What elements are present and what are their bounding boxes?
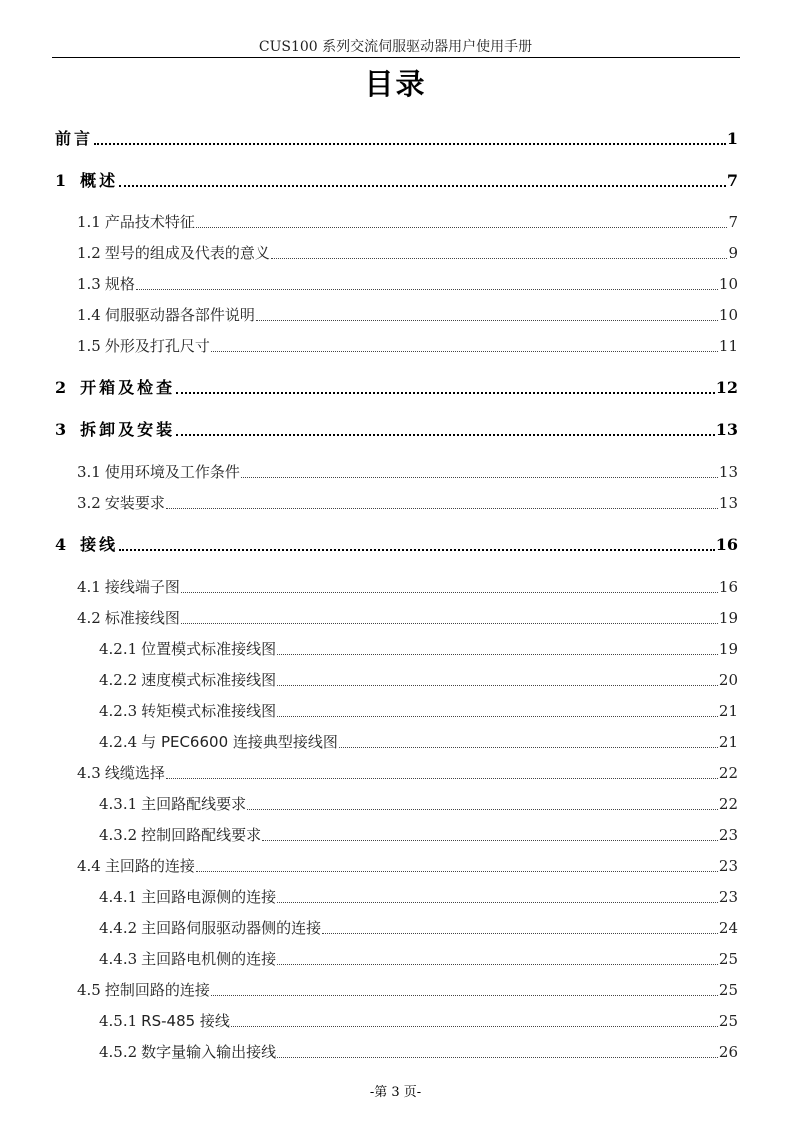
toc-page-number: 22 xyxy=(718,764,738,782)
toc-entry-number: 4.3 xyxy=(77,764,101,782)
toc-entry-title: 主回路的连接 xyxy=(104,857,195,875)
toc-page-number: 22 xyxy=(718,795,738,813)
toc-entry-number: 4.3.1 xyxy=(99,795,138,813)
toc-entry-number: 4.2.3 xyxy=(99,702,138,720)
toc-entry-label xyxy=(99,1010,230,1032)
toc-entry-label xyxy=(77,979,210,1001)
toc-entry-label xyxy=(77,855,195,877)
page-title: 目录 xyxy=(364,67,427,101)
toc-entry[interactable] xyxy=(77,304,738,326)
toc-page-number: 7 xyxy=(726,171,738,190)
toc-leader-dots xyxy=(166,508,718,509)
toc-entry[interactable] xyxy=(99,886,738,908)
toc-leader-dots xyxy=(322,933,718,934)
toc-entry[interactable] xyxy=(99,700,738,722)
toc-page-number: 24 xyxy=(718,919,738,937)
toc-entry[interactable] xyxy=(77,855,738,877)
toc-entry-title: 主回路伺服驱动器侧的连接 xyxy=(141,919,322,937)
toc-entry-title: 控制回路配线要求 xyxy=(141,826,262,844)
toc-entry[interactable] xyxy=(99,824,738,846)
toc-page-number: 25 xyxy=(718,981,738,999)
toc-entry-label xyxy=(99,731,338,753)
toc-page-number: 12 xyxy=(715,378,738,397)
toc-page-number: 10 xyxy=(718,275,738,293)
toc-page-number: 19 xyxy=(718,609,738,627)
toc-entry-number: 1.3 xyxy=(77,275,101,293)
toc-entry-label xyxy=(77,576,180,598)
toc-entry-number: 3.2 xyxy=(77,494,101,512)
toc-page-number: 25 xyxy=(718,950,738,968)
toc-entry-label xyxy=(77,762,165,784)
toc-entry[interactable] xyxy=(77,576,738,598)
toc-entry-label xyxy=(77,304,255,326)
toc-page-number: 10 xyxy=(718,306,738,324)
toc-entry-title: 安装要求 xyxy=(104,494,165,512)
toc-entry-number: 4.5.2 xyxy=(99,1043,138,1061)
toc-leader-dots xyxy=(119,185,726,187)
toc-leader-dots xyxy=(262,840,718,841)
toc-entry-label xyxy=(99,1041,276,1063)
toc-entry-title: 主回路电源侧的连接 xyxy=(141,888,277,906)
toc-entry-title: 伺服驱动器各部件说明 xyxy=(104,306,255,324)
toc-entry-title: 标准接线图 xyxy=(104,609,180,627)
toc-entry-label xyxy=(99,793,246,815)
toc-leader-dots xyxy=(94,143,726,145)
toc-entry[interactable] xyxy=(77,461,738,483)
toc-entry[interactable] xyxy=(77,979,738,1001)
toc-entry[interactable] xyxy=(55,419,738,441)
toc-page-number: 23 xyxy=(718,888,738,906)
toc-entry[interactable] xyxy=(77,242,738,264)
toc-page-number: 13 xyxy=(715,420,738,439)
toc-entry[interactable] xyxy=(55,377,738,399)
toc-entry-label xyxy=(77,335,210,357)
toc-page-number: 9 xyxy=(728,244,738,262)
toc-entry-title: 速度模式标准接线图 xyxy=(141,671,277,689)
toc-leader-dots xyxy=(196,227,728,228)
running-header: CUS100 系列交流伺服驱动器用户使用手册 xyxy=(258,39,533,55)
toc-entry-label xyxy=(99,700,276,722)
toc-page-number: 21 xyxy=(718,702,738,720)
toc-page-number: 16 xyxy=(718,578,738,596)
toc-entry-number: 4 xyxy=(55,535,67,554)
toc-entry-label xyxy=(55,170,118,192)
toc-entry-label xyxy=(77,461,240,483)
toc-entry[interactable] xyxy=(55,170,738,192)
toc-entry-title: 线缆选择 xyxy=(104,764,165,782)
toc-entry-label xyxy=(77,242,270,264)
toc-entry-title: 开箱及检查 xyxy=(80,378,176,397)
toc-page-number: 25 xyxy=(718,1012,738,1030)
toc-entry-number: 1.1 xyxy=(77,213,101,231)
toc-entry-title: 前言 xyxy=(55,129,94,148)
toc-entry[interactable] xyxy=(99,731,738,753)
toc-entry-label xyxy=(55,128,93,150)
toc-entry-title: 主回路电机侧的连接 xyxy=(141,950,277,968)
toc-leader-dots xyxy=(176,392,715,394)
toc-entry[interactable] xyxy=(99,917,738,939)
toc-entry-label xyxy=(55,534,118,556)
toc-entry-number: 1 xyxy=(55,171,67,190)
toc-entry-number: 3 xyxy=(55,420,67,439)
toc-entry[interactable] xyxy=(77,211,738,233)
toc-entry-label xyxy=(55,419,175,441)
toc-entry-number: 4.5.1 xyxy=(99,1012,138,1030)
toc-entry-number: 4.1 xyxy=(77,578,101,596)
toc-leader-dots xyxy=(231,1026,718,1027)
toc-leader-dots xyxy=(247,809,718,810)
toc-page-number: 26 xyxy=(718,1043,738,1061)
toc-entry-title: 转矩模式标准接线图 xyxy=(141,702,277,720)
toc-entry-title: 位置模式标准接线图 xyxy=(141,640,277,658)
toc-leader-dots xyxy=(256,320,718,321)
toc-leader-dots xyxy=(277,902,718,903)
toc-entry-label xyxy=(77,273,135,295)
toc-entry-title: 产品技术特征 xyxy=(104,213,195,231)
toc-leader-dots xyxy=(119,549,715,551)
toc-leader-dots xyxy=(277,654,718,655)
toc-entry[interactable] xyxy=(99,948,738,970)
toc-entry-title: 拆卸及安装 xyxy=(80,420,176,439)
toc-entry[interactable] xyxy=(77,273,738,295)
toc-entry-title: 规格 xyxy=(104,275,135,293)
toc-leader-dots xyxy=(277,964,718,965)
toc-entry[interactable] xyxy=(77,607,738,629)
toc-leader-dots xyxy=(271,258,728,259)
toc-entry-label xyxy=(99,669,276,691)
toc-entry-number: 4.4.3 xyxy=(99,950,138,968)
toc-entry-number: 4.2 xyxy=(77,609,101,627)
toc-entry-label xyxy=(99,917,321,939)
toc-entry-title: 外形及打孔尺寸 xyxy=(104,337,210,355)
toc-page-number: 11 xyxy=(718,337,738,355)
toc-leader-dots xyxy=(241,477,718,478)
toc-page-number: 16 xyxy=(715,535,738,554)
toc-entry-title: 数字量输入输出接线 xyxy=(141,1043,277,1061)
toc-entry-label xyxy=(99,886,276,908)
toc-leader-dots xyxy=(136,289,718,290)
toc-entry[interactable] xyxy=(99,793,738,815)
toc-entry-number: 4.4.1 xyxy=(99,888,138,906)
toc-page-number: 23 xyxy=(718,857,738,875)
page-footer: -第 3 页- xyxy=(369,1085,422,1100)
toc-entry-label xyxy=(77,211,195,233)
toc-leader-dots xyxy=(211,351,718,352)
toc-entry[interactable] xyxy=(77,492,738,514)
toc-leader-dots xyxy=(181,592,718,593)
toc-entry[interactable] xyxy=(99,669,738,691)
toc-entry-number: 4.2.2 xyxy=(99,671,138,689)
toc-leader-dots xyxy=(166,778,718,779)
toc-page-number: 21 xyxy=(718,733,738,751)
toc-page-number: 1 xyxy=(726,129,738,148)
toc-entry[interactable] xyxy=(99,638,738,660)
toc-leader-dots xyxy=(277,1057,718,1058)
toc-entry-label xyxy=(99,638,276,660)
toc-entry[interactable] xyxy=(55,534,738,556)
toc-entry-title: 主回路配线要求 xyxy=(141,795,247,813)
toc-entry-title: 与 PEC6600 连接典型接线图 xyxy=(141,733,338,751)
toc-leader-dots xyxy=(176,434,715,436)
toc-entry-label xyxy=(77,492,165,514)
toc-entry-number: 2 xyxy=(55,378,67,397)
toc-entry-label xyxy=(77,607,180,629)
toc-page-number: 19 xyxy=(718,640,738,658)
toc-entry-number: 4.4 xyxy=(77,857,101,875)
toc-page-number: 13 xyxy=(718,463,738,481)
toc-leader-dots xyxy=(181,623,718,624)
toc-entry-number: 4.4.2 xyxy=(99,919,138,937)
toc-entry-number: 1.2 xyxy=(77,244,101,262)
toc-entry-number: 4.3.2 xyxy=(99,826,138,844)
toc-entry-title: 使用环境及工作条件 xyxy=(104,463,240,481)
toc-entry-number: 1.4 xyxy=(77,306,101,324)
toc-entry-label xyxy=(99,948,276,970)
toc-entry-title: 型号的组成及代表的意义 xyxy=(104,244,270,262)
toc-entry[interactable] xyxy=(77,762,738,784)
toc-page-number: 7 xyxy=(728,213,738,231)
toc-page-number: 13 xyxy=(718,494,738,512)
toc-entry-number: 4.5 xyxy=(77,981,101,999)
toc-leader-dots xyxy=(339,747,718,748)
toc-entry-number: 1.5 xyxy=(77,337,101,355)
toc-entry-title: RS-485 接线 xyxy=(141,1012,230,1030)
toc-entry[interactable] xyxy=(99,1041,738,1063)
toc-entry-number: 3.1 xyxy=(77,463,101,481)
toc-entry-number: 4.2.4 xyxy=(99,733,138,751)
toc-entry-title: 控制回路的连接 xyxy=(104,981,210,999)
toc-leader-dots xyxy=(277,716,718,717)
toc-entry-title: 概述 xyxy=(80,171,119,190)
toc-leader-dots xyxy=(211,995,718,996)
toc-leader-dots xyxy=(277,685,718,686)
toc-page-number: 20 xyxy=(718,671,738,689)
toc-entry-number: 4.2.1 xyxy=(99,640,138,658)
toc-leader-dots xyxy=(196,871,718,872)
toc-page-number: 23 xyxy=(718,826,738,844)
toc-entry[interactable] xyxy=(99,1010,738,1032)
header-rule xyxy=(52,57,740,58)
toc-entry-label xyxy=(55,377,175,399)
toc-entry-title: 接线端子图 xyxy=(104,578,180,596)
toc-entry[interactable] xyxy=(55,128,738,150)
toc-entry[interactable] xyxy=(77,335,738,357)
toc-entry-title: 接线 xyxy=(80,535,119,554)
toc-entry-label xyxy=(99,824,261,846)
